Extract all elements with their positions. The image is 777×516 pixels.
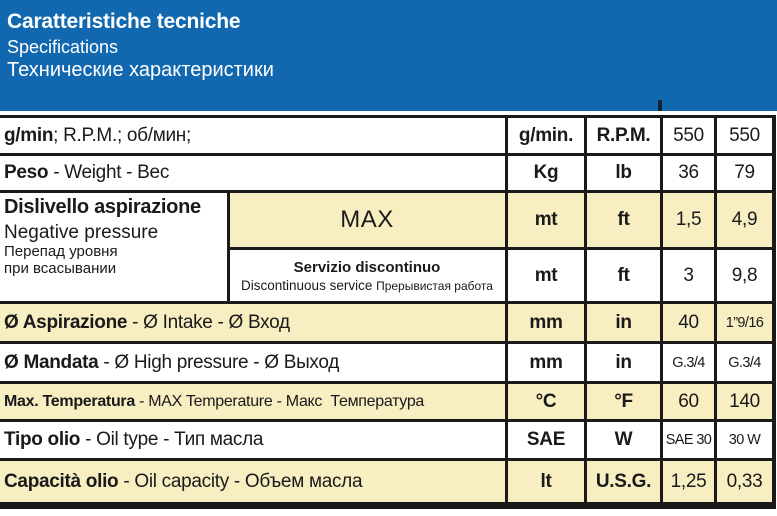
unit-cell: Kg bbox=[533, 162, 559, 183]
row-label-oil-type bbox=[4, 422, 502, 458]
row-label-intake bbox=[4, 304, 502, 341]
dislivello-label-russian-1: Перепад уровня bbox=[4, 243, 118, 260]
value-cell: 3 bbox=[683, 264, 694, 286]
unit-cell: SAE bbox=[526, 429, 566, 450]
dislivello-label-english: Negative pressure bbox=[4, 222, 159, 243]
row-label-oil-capacity bbox=[4, 461, 502, 502]
dislivello-label-russian-2: при всасывании bbox=[4, 260, 117, 277]
row-label-bold: Ø Mandata bbox=[4, 351, 99, 373]
service-label-translations bbox=[241, 278, 493, 293]
discontinuous-service-cell bbox=[229, 250, 505, 301]
unit-cell: R.P.M. bbox=[596, 124, 651, 146]
service-label-english: Discontinuous service bbox=[241, 277, 377, 293]
row-label-bold: g/min bbox=[4, 124, 54, 146]
row-label-rest: ; R.P.M.; об/мин; bbox=[53, 124, 191, 146]
value-cell: 36 bbox=[678, 162, 699, 183]
unit-cell: lt bbox=[540, 470, 552, 492]
unit-cell: ft bbox=[617, 209, 630, 230]
registration-tick bbox=[658, 100, 662, 111]
value-cell: 4,9 bbox=[731, 209, 758, 230]
value-cell: 1,5 bbox=[675, 209, 702, 230]
row-label-bold: Max. Temperatura bbox=[4, 392, 135, 410]
unit-cell: lb bbox=[615, 162, 632, 183]
value-cell: 1”9/16 bbox=[725, 314, 764, 331]
value-cell: 30 W bbox=[728, 432, 761, 448]
row-label-rest: - Oil type - Тип масла bbox=[80, 429, 264, 450]
value-cell: 140 bbox=[729, 390, 760, 412]
unit-cell: in bbox=[615, 311, 632, 333]
unit-cell: °F bbox=[614, 390, 633, 412]
value-cell: 60 bbox=[678, 390, 699, 412]
title-russian: Технические характеристики bbox=[7, 59, 274, 81]
row-label-rest: - Oil capacity - Объем масла bbox=[118, 470, 363, 492]
row-label-high-pressure bbox=[4, 344, 502, 381]
value-cell: 40 bbox=[678, 311, 699, 333]
unit-cell: °C bbox=[535, 390, 557, 412]
row-label-rest: - Weight - Вес bbox=[48, 162, 170, 183]
row-label-rest: - Ø High pressure - Ø Выход bbox=[98, 351, 340, 373]
service-label-russian: Прерывистая работа bbox=[376, 278, 493, 293]
value-cell: 550 bbox=[673, 124, 704, 146]
grid-line-right bbox=[772, 115, 776, 509]
value-cell: G.3/4 bbox=[728, 354, 761, 371]
value-cell: 0,33 bbox=[726, 470, 763, 492]
max-condition-cell: MAX bbox=[340, 206, 394, 233]
value-cell: 79 bbox=[734, 162, 755, 183]
title-italian: Caratteristiche tecniche bbox=[7, 10, 241, 33]
unit-cell: W bbox=[614, 429, 633, 450]
dislivello-label-italian: Dislivello aspirazione bbox=[4, 196, 201, 218]
service-label-italian: Servizio discontinuo bbox=[293, 258, 441, 276]
row-label-bold: Tipo olio bbox=[4, 429, 81, 450]
row-label-rpm bbox=[4, 118, 502, 153]
title-english: Specifications bbox=[7, 37, 119, 57]
header-band bbox=[0, 0, 777, 111]
row-label-bold: Capacità olio bbox=[4, 470, 119, 492]
unit-cell: mt bbox=[534, 264, 558, 286]
value-cell: 550 bbox=[729, 124, 760, 146]
row-label-rest: - Ø Intake - Ø Вход bbox=[127, 311, 290, 333]
unit-cell: U.S.G. bbox=[595, 470, 652, 492]
value-cell: G.3/4 bbox=[672, 354, 705, 371]
unit-cell: mt bbox=[534, 209, 558, 230]
row-label-bold: Ø Aspirazione bbox=[4, 311, 128, 333]
value-cell: 1,25 bbox=[670, 470, 707, 492]
unit-cell: g/min. bbox=[518, 124, 574, 146]
row-label-weight bbox=[4, 156, 502, 190]
unit-cell: ft bbox=[617, 264, 630, 286]
unit-cell: in bbox=[615, 351, 632, 373]
value-cell: SAE 30 bbox=[665, 432, 712, 448]
value-cell: 9,8 bbox=[731, 264, 758, 286]
row-label-rest: - MAX Temperature - Макс Температура bbox=[134, 392, 425, 410]
row-label-bold: Peso bbox=[4, 162, 49, 183]
unit-cell: mm bbox=[529, 311, 563, 333]
unit-cell: mm bbox=[529, 351, 563, 373]
row-label-temperature bbox=[4, 384, 502, 419]
